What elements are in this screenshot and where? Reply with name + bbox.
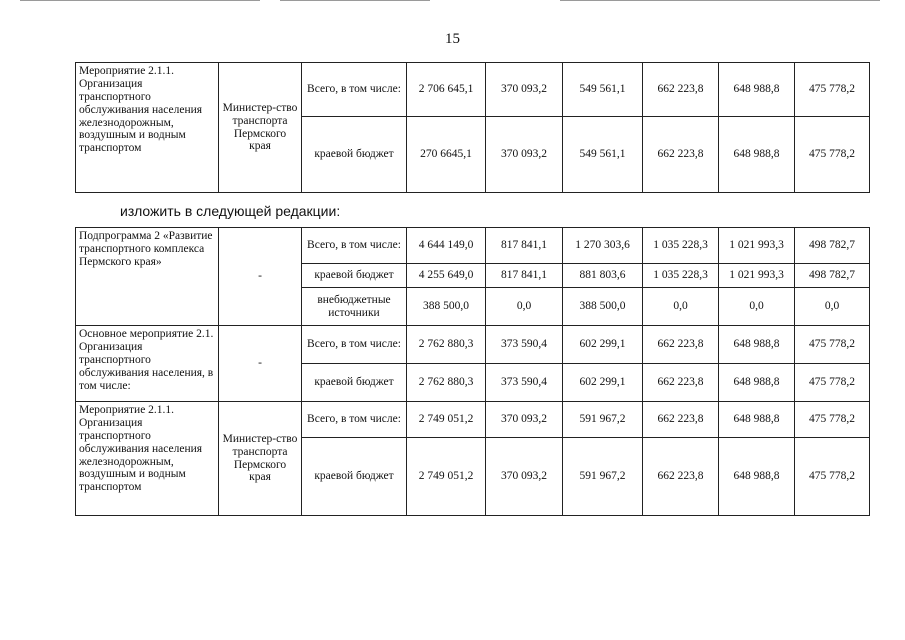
value-year-5: 475 778,2 <box>795 117 870 193</box>
top-rule-right <box>560 0 880 1</box>
value-year-5: 498 782,7 <box>795 228 870 264</box>
executor: - <box>219 326 302 402</box>
value-year-5: 475 778,2 <box>795 326 870 364</box>
value-year-4: 648 988,8 <box>719 402 795 438</box>
funding-source: внебюджетные источники <box>302 288 407 326</box>
funding-source: Всего, в том числе: <box>302 63 407 117</box>
value-year-1: 373 590,4 <box>486 326 563 364</box>
funding-source: Всего, в том числе: <box>302 402 407 438</box>
value-total: 2 749 051,2 <box>407 402 486 438</box>
value-year-4: 648 988,8 <box>719 117 795 193</box>
value-year-2: 549 561,1 <box>563 63 643 117</box>
value-year-2: 388 500,0 <box>563 288 643 326</box>
value-year-2: 602 299,1 <box>563 326 643 364</box>
value-year-5: 475 778,2 <box>795 63 870 117</box>
value-year-5: 0,0 <box>795 288 870 326</box>
value-year-1: 370 093,2 <box>486 63 563 117</box>
value-year-5: 475 778,2 <box>795 364 870 402</box>
top-rule-middle <box>280 0 430 1</box>
value-year-2: 602 299,1 <box>563 364 643 402</box>
top-rule-left <box>20 0 260 1</box>
value-total: 2 762 880,3 <box>407 364 486 402</box>
value-year-4: 648 988,8 <box>719 364 795 402</box>
measure-name: Основное мероприятие 2.1. Организация транспортного обслуживания населения, в том числе: <box>76 326 219 402</box>
value-year-3: 662 223,8 <box>643 326 719 364</box>
value-year-3: 1 035 228,3 <box>643 264 719 288</box>
value-total: 2 762 880,3 <box>407 326 486 364</box>
value-year-4: 0,0 <box>719 288 795 326</box>
value-year-1: 817 841,1 <box>486 228 563 264</box>
value-year-1: 817 841,1 <box>486 264 563 288</box>
table-row <box>76 326 870 364</box>
value-year-3: 662 223,8 <box>643 438 719 516</box>
value-total: 2 749 051,2 <box>407 438 486 516</box>
value-year-1: 370 093,2 <box>486 438 563 516</box>
value-year-4: 1 021 993,3 <box>719 228 795 264</box>
executor: Министер-ство транспорта Пермского края <box>219 402 302 516</box>
measure-name: Мероприятие 2.1.1. Организация транспортного обслуживания населения железнодорожным, воздушным и водным транспортом <box>76 63 219 193</box>
old-budget-table <box>75 62 870 193</box>
value-year-3: 662 223,8 <box>643 63 719 117</box>
value-year-5: 475 778,2 <box>795 438 870 516</box>
funding-source: Всего, в том числе: <box>302 228 407 264</box>
value-year-1: 370 093,2 <box>486 402 563 438</box>
value-year-1: 373 590,4 <box>486 364 563 402</box>
funding-source: Всего, в том числе: <box>302 326 407 364</box>
value-year-3: 0,0 <box>643 288 719 326</box>
value-year-4: 1 021 993,3 <box>719 264 795 288</box>
value-year-3: 662 223,8 <box>643 364 719 402</box>
funding-source: краевой бюджет <box>302 438 407 516</box>
value-total: 2 706 645,1 <box>407 63 486 117</box>
executor: - <box>219 228 302 326</box>
table-row <box>76 402 870 438</box>
executor: Министер-ство транспорта Пермского края <box>219 63 302 193</box>
value-year-4: 648 988,8 <box>719 63 795 117</box>
value-total: 4 255 649,0 <box>407 264 486 288</box>
value-year-1: 370 093,2 <box>486 117 563 193</box>
value-year-5: 498 782,7 <box>795 264 870 288</box>
value-year-1: 0,0 <box>486 288 563 326</box>
funding-source: краевой бюджет <box>302 117 407 193</box>
value-year-3: 662 223,8 <box>643 402 719 438</box>
value-year-3: 662 223,8 <box>643 117 719 193</box>
value-year-2: 591 967,2 <box>563 438 643 516</box>
value-year-2: 549 561,1 <box>563 117 643 193</box>
value-total: 4 644 149,0 <box>407 228 486 264</box>
value-year-5: 475 778,2 <box>795 402 870 438</box>
page-number: 15 <box>445 31 460 47</box>
value-year-2: 591 967,2 <box>563 402 643 438</box>
measure-name: Мероприятие 2.1.1. Организация транспортного обслуживания населения железнодорожным, воздушным и водным транспортом <box>76 402 219 516</box>
funding-source: краевой бюджет <box>302 364 407 402</box>
value-year-2: 1 270 303,6 <box>563 228 643 264</box>
value-year-4: 648 988,8 <box>719 438 795 516</box>
funding-source: краевой бюджет <box>302 264 407 288</box>
value-total: 388 500,0 <box>407 288 486 326</box>
value-total: 270 6645,1 <box>407 117 486 193</box>
value-year-2: 881 803,6 <box>563 264 643 288</box>
new-budget-table <box>75 227 870 516</box>
table-row <box>76 228 870 264</box>
value-year-3: 1 035 228,3 <box>643 228 719 264</box>
value-year-4: 648 988,8 <box>719 326 795 364</box>
table-row <box>76 63 870 117</box>
measure-name: Подпрограмма 2 «Развитие транспортного комплекса Пермского края» <box>76 228 219 326</box>
instruction-text: изложить в следующей редакции: <box>120 203 341 219</box>
